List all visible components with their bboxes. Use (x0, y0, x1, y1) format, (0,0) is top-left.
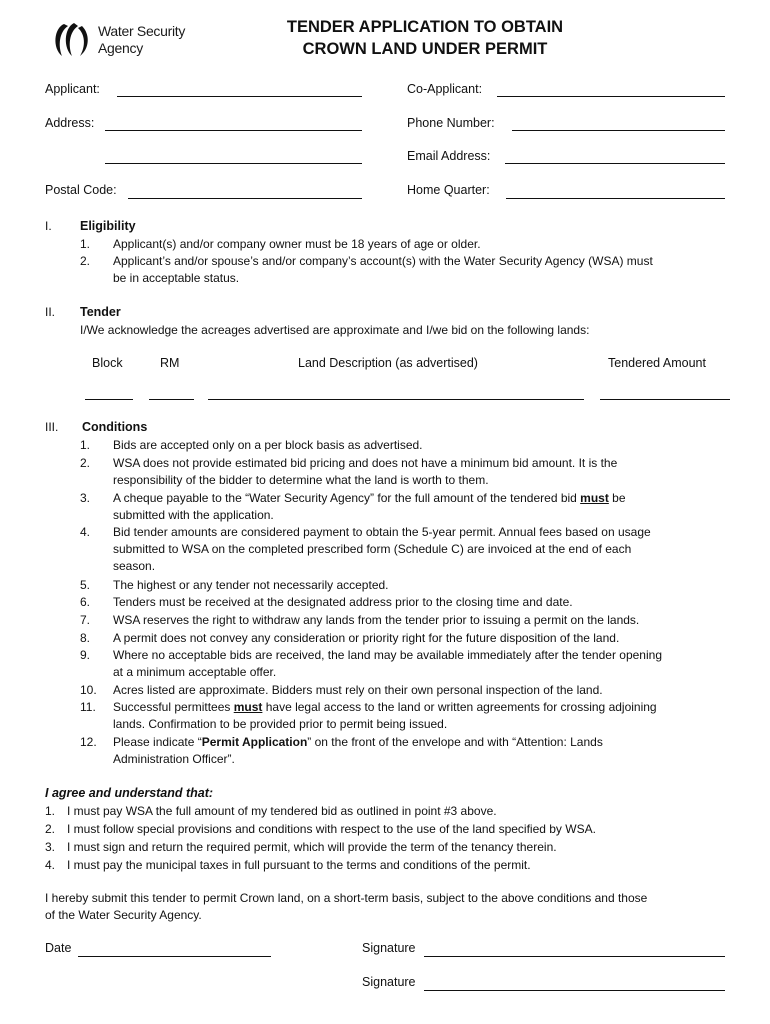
list-item: 2. WSA does not provide estimated bid pricing and does not have a minimum bid amount. It is the responsibility of the bidder to determine what the land is worth to them. (80, 456, 618, 487)
address-field[interactable] (105, 130, 362, 131)
wsa-logo (50, 20, 200, 62)
list-item: 1. I must pay WSA the full amount of my tendered bid as outlined in point #3 above. (45, 804, 497, 818)
email-label: Email Address: (407, 149, 491, 163)
land-description-field[interactable] (208, 399, 584, 400)
postal-code-field[interactable] (128, 198, 362, 199)
co-applicant-label: Co-Applicant: (407, 82, 483, 96)
tender-heading: Tender (80, 305, 121, 319)
list-item: 11. Successful permittees must have legal access to the land or written agreements for crossing adjoining lands. Confirmation to be provided prior to permit being issued. (80, 700, 657, 731)
eligibility-heading: Eligibility (80, 219, 136, 233)
list-item: 8. A permit does not convey any consideration or priority right for the future disposition of the land. (80, 631, 620, 645)
address-field-line2[interactable] (105, 163, 362, 164)
column-tendered-amount: Tendered Amount (608, 356, 706, 370)
list-item: 4. I must pay the municipal taxes in full pursuant to the terms and conditions of the permit. (45, 858, 531, 872)
date-field[interactable] (78, 956, 271, 957)
wsa-logo-icon (50, 20, 94, 60)
section-number-eligibility: I. (45, 219, 52, 233)
postal-code-label: Postal Code: (45, 183, 117, 197)
email-field[interactable] (505, 163, 725, 164)
list-item: 7. WSA reserves the right to withdraw any lands from the tender prior to issuing a permit on the lands. (80, 613, 640, 627)
home-quarter-label: Home Quarter: (407, 183, 490, 197)
list-item: 3. I must sign and return the required permit, which will provide the term of the tenancy therein. (45, 840, 557, 854)
conditions-heading: Conditions (82, 420, 148, 434)
logo-text-line2: Agency (98, 40, 143, 56)
list-item: 4. Bid tender amounts are considered payment to obtain the 5-year permit. Annual fees based on usage submitted to WSA on the completed prescribed form (Schedule C) are invoiced at the end of each season. (80, 525, 651, 573)
logo-text-line1: Water Security (98, 23, 186, 39)
signature-label-1: Signature (362, 941, 416, 955)
list-item: 2. Applicant’s and/or spouse’s and/or company’s account(s) with the Water Security Agency (WSA) must be in acceptable status. (80, 254, 653, 285)
list-item: 5. The highest or any tender not necessarily accepted. (80, 578, 389, 592)
list-item: 1. Bids are accepted only on a per block basis as advertised. (80, 438, 423, 452)
applicant-field[interactable] (117, 96, 362, 97)
title-line1: TENDER APPLICATION TO OBTAIN (286, 18, 564, 36)
list-item: 6. Tenders must be received at the designated address prior to the closing time and date. (80, 595, 573, 609)
list-item: 9. Where no acceptable bids are received, the land may be available immediately after the tender opening at a minimum acceptable offer. (80, 648, 662, 679)
applicant-label: Applicant: (45, 82, 100, 96)
list-item: 2. I must follow special provisions and conditions with respect to the use of the land specified by WSA. (45, 822, 596, 836)
co-applicant-field[interactable] (497, 96, 725, 97)
date-label: Date (45, 941, 72, 955)
list-item: 1. Applicant(s) and/or company owner must be 18 years of age or older. (80, 237, 481, 251)
section-number-conditions: III. (45, 420, 59, 434)
tendered-amount-field[interactable] (600, 399, 730, 400)
column-block: Block (92, 356, 123, 370)
column-rm: RM (160, 356, 180, 370)
submit-statement: I hereby submit this tender to permit Crown land, on a short-term basis, subject to the above conditions and those of the Water Security Agency. (45, 891, 648, 923)
rm-field[interactable] (149, 399, 194, 400)
signature-field-1[interactable] (424, 956, 725, 957)
address-label: Address: (45, 116, 95, 130)
title-line2: CROWN LAND UNDER PERMIT (302, 40, 548, 58)
list-item: 10. Acres listed are approximate. Bidders must rely on their own personal inspection of the land. (80, 683, 603, 697)
section-number-tender: II. (45, 305, 56, 319)
list-item: 12. Please indicate “Permit Application” on the front of the envelope and with “Attention: Lands Administration Officer”. (80, 735, 603, 766)
signature-field-2[interactable] (424, 990, 725, 991)
column-land-description: Land Description (as advertised) (298, 356, 478, 370)
block-field[interactable] (85, 399, 133, 400)
agree-heading: I agree and understand that: (45, 786, 214, 800)
document-title (260, 16, 590, 60)
phone-label: Phone Number: (407, 116, 495, 130)
signature-label-2: Signature (362, 975, 416, 989)
home-quarter-field[interactable] (506, 198, 725, 199)
tender-intro: I/We acknowledge the acreages advertised are approximate and I/we bid on the following lands: (80, 323, 590, 337)
phone-field[interactable] (512, 130, 725, 131)
list-item: 3. A cheque payable to the “Water Security Agency” for the full amount of the tendered bid must be submitted with the application. (80, 491, 626, 522)
